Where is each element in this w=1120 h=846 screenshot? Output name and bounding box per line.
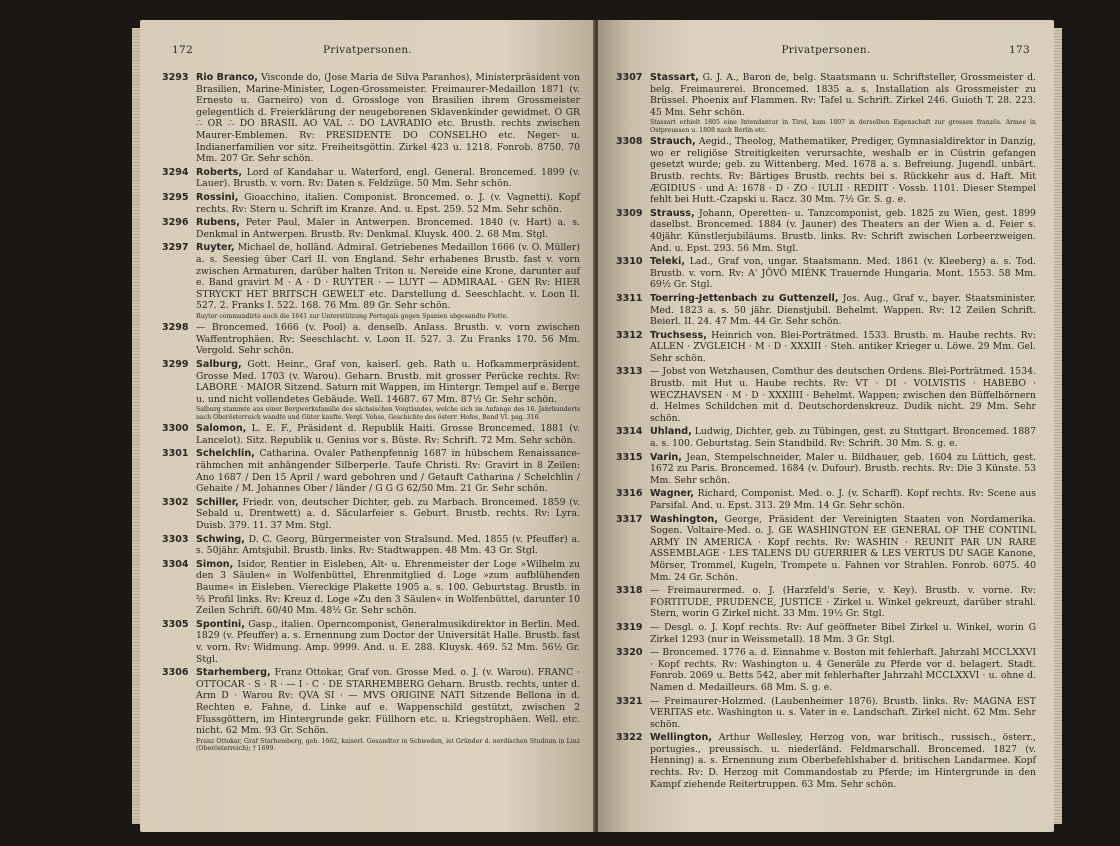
entry-name: Wellington, <box>650 732 712 744</box>
entry-text: — Broncemed. 1776 a. d. Einnahme v. Boston mit fehlerhaft. Jahrzahl MCCLXXVI · Kopf rechts. Rv: Washington u. 4 Generäle zu Pferde vor d. belagert. Stadt. Fonrob. 2069 u. Betts 542, aber mit fehlerhafter Jahrzahl MCCLXXVI · u. ohne d. Namen d. Medailleurs. 68 Mm. S. g. e. <box>650 647 1036 693</box>
entry-text: Lad., Graf von, ungar. Staatsmann. Med. 1861 (v. Kleeberg) a. s. Tod. Brustb. v. vorn. Rv: A' JÖVÖ MIÉNK Trauernde Hungaria. Mont. 1553. 58 Mm. 69½ Gr. Stgl. <box>650 256 1036 291</box>
catalog-entry <box>616 293 1036 328</box>
catalog-entry <box>162 559 580 617</box>
entry-footnote: Salburg stammte aus einer Bergwerksfamilie des sächsischen Voigtlandes, welche sich im Anfange des 16. Jahrhunderts nach Oberösterreich wandte und Güter kaufte. Vergl. Vehse, Geschichte des österr. Hofes, Band VI. pag. 316. <box>196 406 580 421</box>
entry-text: Gioacchino, italien. Componist. Broncemed. o. J. (v. Vagnetti). Kopf rechts. Rv: Stern u. Schrift im Kranze. And. u. Epst. 259. 52 Mm. Sehr schön. <box>196 191 580 215</box>
entry-number: 3302 <box>162 496 189 508</box>
catalog-entry <box>616 696 1036 731</box>
catalog-entry <box>162 242 580 320</box>
entry-number: 3307 <box>616 72 643 83</box>
entry-text: Franz Ottokar, Graf von. Grosse Med. o. J. (v. Warou). FRANC · OTTOCAR · S · R · — I · C · DE STARHEMBERG Geharn. Brustb. rechts, unter d. Arm D · Warou Rv: QVA SI · — MVS ORIGINE NATI Sitzende Bellona in d. Rechten e. Fahne, d. Linke auf e. Wappenschild gestützt, zwischen 2 Flussgöttern, im Hintergrunde gekr. Füllhorn etc. u. Kriegstrophäen. Well. etc. nicht. 62 Mm. 93 Gr. Schön. <box>196 667 580 737</box>
entry-text: Isidor, Rentier in Eisleben, Alt- u. Ehrenmeister der Loge »Wilhelm zu den 3 Säulen« in Wolfenbüttel, Ehrenmitglied d. Loge »zum aufblühenden Baume« in Eisleben. Viereckige Plakette 1905 a. s. 100. Geburtstag. Brustb. in ⅔ Profil links. Rv: Kreuz d. Loge »Zu den 3 Säulen« in Wolfenbüttel, darunter 10 Zeilen Schrift. 60/40 Mm. 48½ Gr. Sehr schön. <box>196 558 580 617</box>
left-page <box>140 20 595 832</box>
catalog-entry <box>162 534 580 557</box>
entry-footnote: Ruyter commandirte auch die 1641 zur Unterstützung Portugals gegen Spanien abgesandte Flotte. <box>196 312 509 320</box>
catalog-entry <box>616 256 1036 291</box>
catalog-entry <box>162 359 580 421</box>
entry-footnote: Stassart erhielt 1805 eine Intendantur in Tirol, kam 1807 in derselben Eigenschaft zur grossen französ. Armee in Ostpreussen u. 1808 nach Berlin etc. <box>650 119 1036 134</box>
entry-text: George, Präsident der Vereinigten Staaten von Nordamerika. Sogen. Voltaire-Med. o. J. GE WASHINGTON EE GENERAL OF THE CONTINL ARMY IN AMERICA · Kopf rechts. Rv: WASHIN · REUNIT PAR UN RARE ASSEMBLAGE · LES TALENS DU GUERRIER & LES VERTUS DU SAGE Kanone, Mörser, Trommel, Kugeln, Trompete u. Fahnen vor Strahlen. Fonrob. 6075. 40 Mm. 24 Gr. Schön. <box>650 513 1036 583</box>
entry-number: 3294 <box>162 166 189 178</box>
entry-text: Richard, Componist. Med. o. J. (v. Scharff). Kopf rechts. Rv: Scene aus Parsifal. And. u. Epst. 313. 29 Mm. 14 Gr. Sehr schön. <box>650 488 1036 511</box>
entry-number: 3304 <box>162 558 189 570</box>
column-left <box>162 72 580 755</box>
entry-footnote: Franz Ottokar, Graf Starhemberg, geb. 1662, kaiserl. Gesandter in Schweden, ist Gründer d. nordischen Studium in Linz (Oberösterreich); † 1699. <box>196 737 580 753</box>
right-page <box>598 20 1054 832</box>
entry-number: 3300 <box>162 423 189 435</box>
entry-number: 3309 <box>616 207 643 219</box>
entry-text: — Desgl. o. J. Kopf rechts. Rv: Auf geöffneter Bibel Zirkel u. Winkel, worin G Zirkel 1293 (nur in Weissmetall). 18 Mm. 3 Gr. Stgl. <box>650 621 1036 645</box>
entry-number: 3316 <box>616 488 643 500</box>
entry-name: Spontini, <box>196 618 245 630</box>
entry-number: 3295 <box>162 191 189 203</box>
entry-number: 3298 <box>162 322 189 334</box>
catalog-entry <box>616 366 1036 424</box>
entry-number: 3321 <box>616 695 643 707</box>
entry-text: Jean, Stempelschneider, Maler u. Bildhauer, geb. 1604 zu Lüttich, gest. 1672 zu Paris. Broncemed. 1684 (v. Dufour). Brustb. rechts. Rv: Die 3 Künste. 53 Mm. Sehr schön. <box>650 451 1036 486</box>
catalog-entry <box>616 426 1036 449</box>
entry-name: Salomon, <box>196 423 247 435</box>
entry-number: 3315 <box>616 451 643 463</box>
catalog-entry <box>616 647 1036 693</box>
entry-number: 3305 <box>162 618 189 630</box>
catalog-entry <box>616 136 1036 206</box>
entry-name: Truchsess, <box>650 329 707 341</box>
page-edge-left <box>132 28 140 824</box>
entry-text: L. E. F., Präsident d. Republik Haiti. Grosse Broncemed. 1881 (v. Lancelot). Sitz. Republik u. Genius vor s. Büste. Rv: Schrift. 72 Mm. Sehr schön. <box>196 423 580 446</box>
entry-name: Rubens, <box>196 217 240 229</box>
entry-name: Ruyter, <box>196 242 235 254</box>
entry-number: 3296 <box>162 217 189 229</box>
catalog-entry <box>162 667 580 752</box>
entry-name: Schwing, <box>196 533 245 545</box>
entry-number: 3297 <box>162 242 189 254</box>
entry-text: Jos. Aug., Graf v., bayer. Staatsminister. Med. 1823 a. s. 50 jähr. Dienstjubil. Behelmt. Wappen. Rv: 12 Zeilen Schrift. Beierl. II. 24. 47 Mm. 44 Gr. Sehr schön. <box>650 292 1037 328</box>
entry-text: Lord of Kandahar u. Waterford, engl. General. Broncemed. 1899 (v. Lauer). Brustb. v. vorn. Rv: Daten s. Feldzüge. 50 Mm. Sehr schön. <box>196 166 580 190</box>
entry-text: — Freimaurer-Holzmed. (Laubenheimer 1876). Brustb. links. Rv: MAGNA EST VERITAS etc. Washington u. s. Vater in e. Landschaft. Zirkel nicht. 62 Mm. Sehr schön. <box>650 695 1036 730</box>
entry-name: Starhemberg, <box>196 667 271 679</box>
entry-name: Wagner, <box>650 488 694 500</box>
page-edge-right <box>1054 28 1062 824</box>
entry-name: Teleki, <box>650 256 685 268</box>
entry-number: 3310 <box>616 256 643 268</box>
entry-number: 3318 <box>616 585 643 597</box>
catalog-entry <box>162 72 580 165</box>
catalog-entry <box>162 423 580 446</box>
page-number-left: 172 <box>172 44 193 56</box>
entry-name: Toerring-Jettenbach zu Guttenzell, <box>650 292 839 304</box>
entry-text: Catharina. Ovaler Pathenpfennig 1687 in hübschem Renaissance-rähmchen mit anhängender Silberperle. Taufe Christi. Rv: Gravirt in 8 Zeilen: Ano 1687 / Den 15 April / ward gebohren und / Getauft Catharina / Schelchlin / Gehaite / M. Johannes Ober / länder / G G G 62/50 Mm. 21 Gr. Sehr schön. <box>196 448 580 495</box>
catalog-entry <box>616 514 1036 584</box>
entry-text: Michael de, holländ. Admiral. Getriebenes Medaillon 1666 (v. O. Müller) a. s. Seesieg über Carl II. von England. Sehr erhabenes Brustb. fast v. vorn zwischen Armaturen, darüber halten Triton u. Nereide eine Krone, darunter auf e. Band gravirt M · A · D · RUYTER · — LUYT — ADMIRAAL · GEN Rv: HIER STRYCKT HET BRITSCH GEWELT etc. Darstellung d. Seeschlacht. v. Loon II. 527. 2. Franks I. 522. 168. 76 Mm. 89 Gr. Sehr schön. <box>196 242 580 312</box>
catalog-entry <box>616 585 1036 620</box>
entry-text: Peter Paul, Maler in Antwerpen. Broncemed. 1840 (v. Hart) a. s. Denkmal in Antwerpen. Brustb. Rv: Denkmal. Kluysk. 400. 2. 68 Mm. Stgl. <box>196 217 580 240</box>
entry-text: D. C. Georg, Bürgermeister von Stralsund. Med. 1855 (v. Pfeuffer) a. s. 50jähr. Amtsjubil. Brustb. links. Rv: Stadtwappen. 48 Mm. 43 Gr. Stgl. <box>196 533 580 557</box>
entry-text: Visconde do, (Jose Maria de Silva Paranhos), Ministerpräsident von Brasilien, Marine-Minister, Logen-Grossmeister. Freimaurer-Medaillon 1871 (v. Ernesto u. Garneiro) von d. Grossloge von Brasilien ihrem Grossmeister gelegentlich d. Freierklärung der neugeborenen Sklavenkinder gewidmet. O GR ∴ OR ∴ DO BRASIL AO VAL ∴ DO LAVRADIO etc. Brustb. rechts zwischen Maurer-Emblemen. Rv: PRESIDENTE DO CONSELHO etc. Neger- u. Indianerfamilien vor sitz. Freiheitsgöttin. Zirkel 423 u. 1218. Fonrob. 8750. 70 Mm. 207 Gr. Sehr schön. <box>196 72 580 165</box>
entry-text: Heinrich von. Blei-Porträtmed. 1533. Brustb. m. Haube rechts. Rv: ALLEN · ZVGLEICH · M · D · XXXIII · Steh. antiker Krieger u. Löwe. 29 Mm. Gel. Sehr schön. <box>650 329 1036 364</box>
entry-text: — Jobst von Wetzhausen, Comthur des deutschen Ordens. Blei-Porträtmed. 1534. Brustb. mit Hut u. Haube rechts. Rv: VT · DI · VOLVISTIS · HABEBO · WECZHAVSEN · M · D · XXXIIII · Behelmt. Wappen; zwischen den Büffelhörnern d. Helmes Schildchen mit d. Deutschordenskreuz. Dudik nicht. 29 Mm. Sehr schön. <box>650 366 1036 424</box>
entry-text: Aegid., Theolog, Mathematiker, Prediger, Gymnasialdirektor in Danzig, wo er religiöse Streitigkeiten verursachte, weshalb er in Cüstrin gefangen gesetzt wurde; geb. zu Wittenberg. Med. 1678 a. s. Befreiung. Jugendl. unbärt. Brustb. rechts. Rv: Bärtiges Brustb. rechts bei s. Rückkehr aus d. Haft. Mit ÆGIDIUS · und A: 1678 · D · ZO · IULII · REDIIT · Vossb. 1101. Dieser Stempel fehlt bei Hutt.-Czapski u. Racz. 30 Mm. 7½ Gr. S. g. e. <box>650 136 1036 206</box>
entry-text: Gott. Heinr., Graf von, kaiserl. geh. Rath u. Hofkammerpräsident. Grosse Med. 1703 (v. Warou). Geharn. Brustb. mit grosser Perücke rechts. Rv: LABORE · MAIOR Sitzend. Saturn mit Wappen, im Hintergr. Tempel auf e. Berge u. und nicht vollendetes Gebäude. Well. 14687. 67 Mm. 87½ Gr. Sehr schön. <box>196 359 580 405</box>
entry-number: 3299 <box>162 359 189 371</box>
entry-number: 3308 <box>616 136 643 148</box>
entry-text: Ludwig, Dichter, geb. zu Tübingen, gest. zu Stuttgart. Broncemed. 1887 a. s. 100. Geburtstag. Sein Standbild. Rv: Schrift. 30 Mm. S. g. e. <box>650 426 1036 450</box>
entry-number: 3320 <box>616 647 643 659</box>
catalog-entry <box>162 192 580 215</box>
entry-number: 3306 <box>162 667 189 679</box>
entry-name: Rossini, <box>196 191 239 203</box>
entry-name: Varin, <box>650 451 682 463</box>
entry-number: 3301 <box>162 448 189 460</box>
entry-name: Rio Branco, <box>196 72 258 83</box>
catalog-entry <box>616 732 1036 790</box>
running-title-right: Privatpersonen. <box>781 44 871 56</box>
entry-text: — Broncemed. 1666 (v. Pool) a. denselb. Anlass. Brustb. v. vorn zwischen Waffentrophäen. Rv: Seeschlacht. v. Loon II. 527. 3. Zu Franks 170. 56 Mm. Vergold. Sehr schön. <box>196 322 580 357</box>
column-right <box>616 72 1036 792</box>
entry-name: Roberts, <box>196 166 243 178</box>
entry-number: 3317 <box>616 513 643 525</box>
entry-text: Johann, Operetten- u. Tanzcomponist, geb. 1825 zu Wien, gest. 1899 daselbst. Broncemed. 1884 (v. Jauner) des Theaters an der Wien a. d. Feier s. 40jähr. Künstlerjubiläums. Brustb. links. Rv: Schrift zwischen Lorbeerzweigen. And. u. Epst. 293. 56 Mm. Stgl. <box>650 207 1036 254</box>
catalog-entry <box>162 448 580 494</box>
entry-number: 3311 <box>616 292 643 304</box>
catalog-entry <box>616 452 1036 487</box>
page-number-right: 173 <box>1009 44 1030 56</box>
catalog-entry <box>616 208 1036 254</box>
entry-number: 3314 <box>616 426 643 438</box>
running-title-left: Privatpersonen. <box>322 44 413 56</box>
entry-number: 3322 <box>616 732 643 744</box>
catalog-entry <box>616 72 1036 134</box>
entry-name: Uhland, <box>650 426 692 438</box>
catalog-entry <box>616 622 1036 645</box>
entry-text: Gasp., italien. Operncomponist, Generalmusikdirektor in Berlin. Med. 1829 (v. Pfeuffer) a. s. Ernennung zum Doctor der Universität Halle. Brustb. fast v. vorn. Rv: Widmung. Amp. 9999. And. u. E. 288. Kluysk. 469. 52 Mm. 56½ Gr. Stgl. <box>196 618 580 665</box>
catalog-entry <box>616 330 1036 365</box>
entry-name: Strauch, <box>650 136 696 148</box>
entry-name: Salburg, <box>196 359 242 371</box>
entry-name: Schiller, <box>196 496 239 508</box>
entry-number: 3312 <box>616 329 643 341</box>
entry-name: Schelchlin, <box>196 448 255 460</box>
entry-number: 3319 <box>616 621 643 633</box>
catalog-entry <box>162 322 580 357</box>
entry-name: Strauss, <box>650 207 695 219</box>
catalog-entry <box>162 167 580 190</box>
entry-number: 3293 <box>162 72 189 83</box>
entry-text: Friedr. von, deutscher Dichter, geb. zu Marbach. Broncemed. 1859 (v. Sebald u. Drentwett) a. d. Säcularfeier s. Geburt. Brustb. rechts. Rv: Lyra. Duisb. 379. 11. 37 Mm. Stgl. <box>196 496 580 531</box>
catalog-entry <box>162 497 580 532</box>
catalog-entry <box>616 488 1036 511</box>
entry-text: Arthur Wellesley, Herzog von, war britisch., russisch., österr., portugies., preussisch. u. niederländ. Feldmarschall. Broncemed. 1827 (v. Henning) a. s. Ernennung zum Oberbefehlshaber d. britischen Landarmee. Kopf rechts. Rv: D. Herzog mit Commandostab zu Pferde; im Hintergrunde in den Kampf ziehende Reitertruppen. 63 Mm. Sehr schön. <box>650 732 1036 790</box>
entry-text: G. J. A., Baron de, belg. Staatsmann u. Schriftsteller, Grossmeister d. belg. Freimaurerei. Broncemed. 1835 a. s. Installation als Grossmeister zu Brüssel. Phoenix auf Flammen. Rv: Tafel u. Schrift. Zirkel 246. Guioth T. 28. 223. 45 Mm. Sehr schön. <box>650 72 1036 118</box>
catalog-entry <box>162 619 580 665</box>
entry-name: Stassart, <box>650 72 699 83</box>
entry-number: 3313 <box>616 366 643 378</box>
catalog-entry <box>162 217 580 240</box>
entry-name: Simon, <box>196 558 234 570</box>
entry-number: 3303 <box>162 533 189 545</box>
entry-text: — Freimaurermed. o. J. (Harzfeld's Serie, v. Key). Brustb. v. vorne. Rv: FORTITUDE, PRUDENCE, JUSTICE · Zirkel u. Winkel gekreuzt, darüber strahl. Stern, worin G Zirkel nicht. 33 Mm. 19½ Gr. Stgl. <box>650 585 1036 620</box>
entry-name: Washington, <box>650 513 718 525</box>
